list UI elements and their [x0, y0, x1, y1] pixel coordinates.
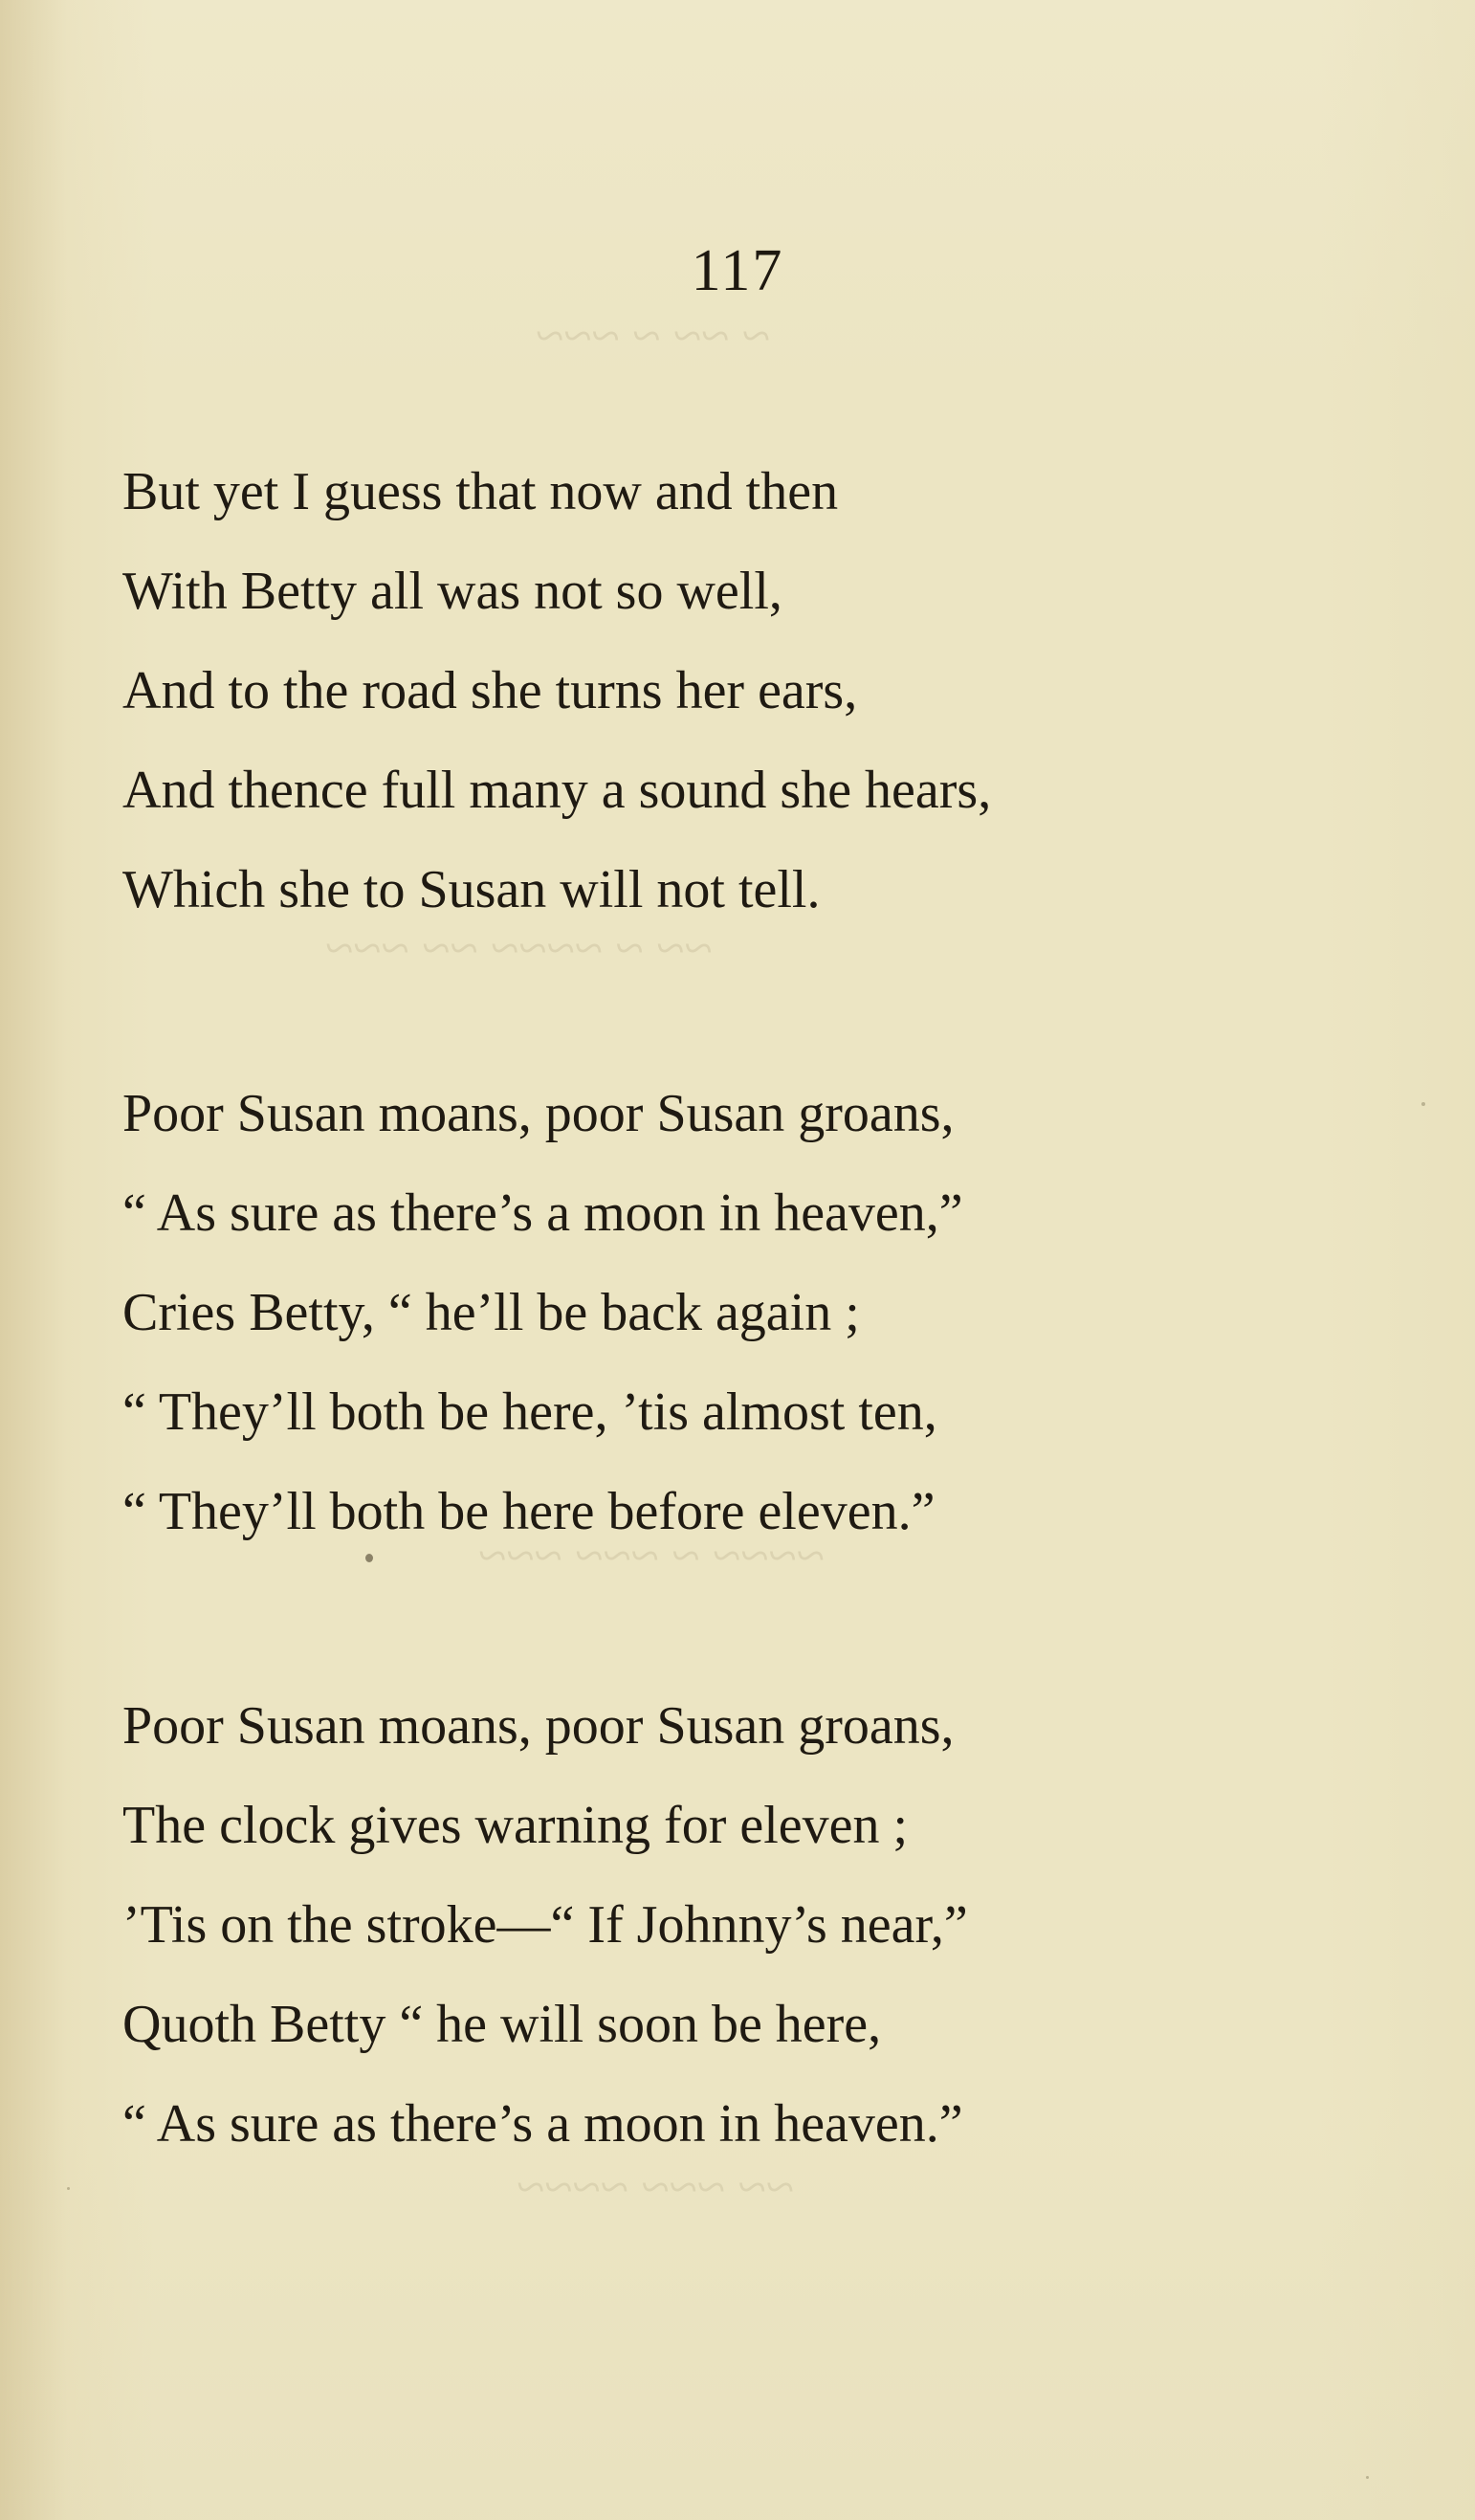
poem-line: And to the road she turns her ears, [122, 661, 858, 720]
poem-line: Cries Betty, “ he’ll be back again ; [122, 1283, 860, 1342]
page-number: 117 [691, 238, 784, 303]
show-through-text: ~ ~~ ~ ~~~ [536, 307, 771, 365]
poem-line: But yet I guess that now and then [122, 462, 839, 521]
poem-line: “ As sure as there’s a moon in heaven,” [122, 1183, 963, 1243]
poem-line: ’Tis on the stroke—“ If Johnny’s near,” [122, 1895, 968, 1955]
stanza-3 [122, 1676, 1366, 2174]
poem-line: And thence full many a sound she hears, [122, 761, 992, 820]
stanza-1 [122, 442, 1366, 939]
poem-line: Which she to Susan will not tell. [122, 860, 821, 919]
show-through-text: ~~ ~~~ ~~~~ [517, 2158, 794, 2216]
ink-speck [1366, 2476, 1369, 2479]
ink-speck [67, 2187, 70, 2190]
poem-line: “ They’ll both be here, ’tis almost ten, [122, 1382, 937, 1442]
poem-line: With Betty all was not so well, [122, 562, 782, 621]
ink-speck [1421, 1102, 1425, 1106]
show-through-text: ~~ ~ ~~~~ ~~ ~~~ [325, 919, 713, 977]
poem-line: The clock gives warning for eleven ; [122, 1796, 909, 1855]
stanza-2 [122, 1064, 1366, 1561]
poem-line: Poor Susan moans, poor Susan groans, [122, 1696, 955, 1756]
poem-line: Quoth Betty “ he will soon be here, [122, 1995, 882, 2054]
poem-line: Poor Susan moans, poor Susan groans, [122, 1084, 955, 1143]
show-through-text: ~~~~ ~ ~~~ ~~~ [478, 1527, 825, 1584]
poem-line: “ As sure as there’s a moon in heaven.” [122, 2094, 963, 2154]
poem-line: “ They’ll both be here before eleven.” [122, 1482, 936, 1541]
